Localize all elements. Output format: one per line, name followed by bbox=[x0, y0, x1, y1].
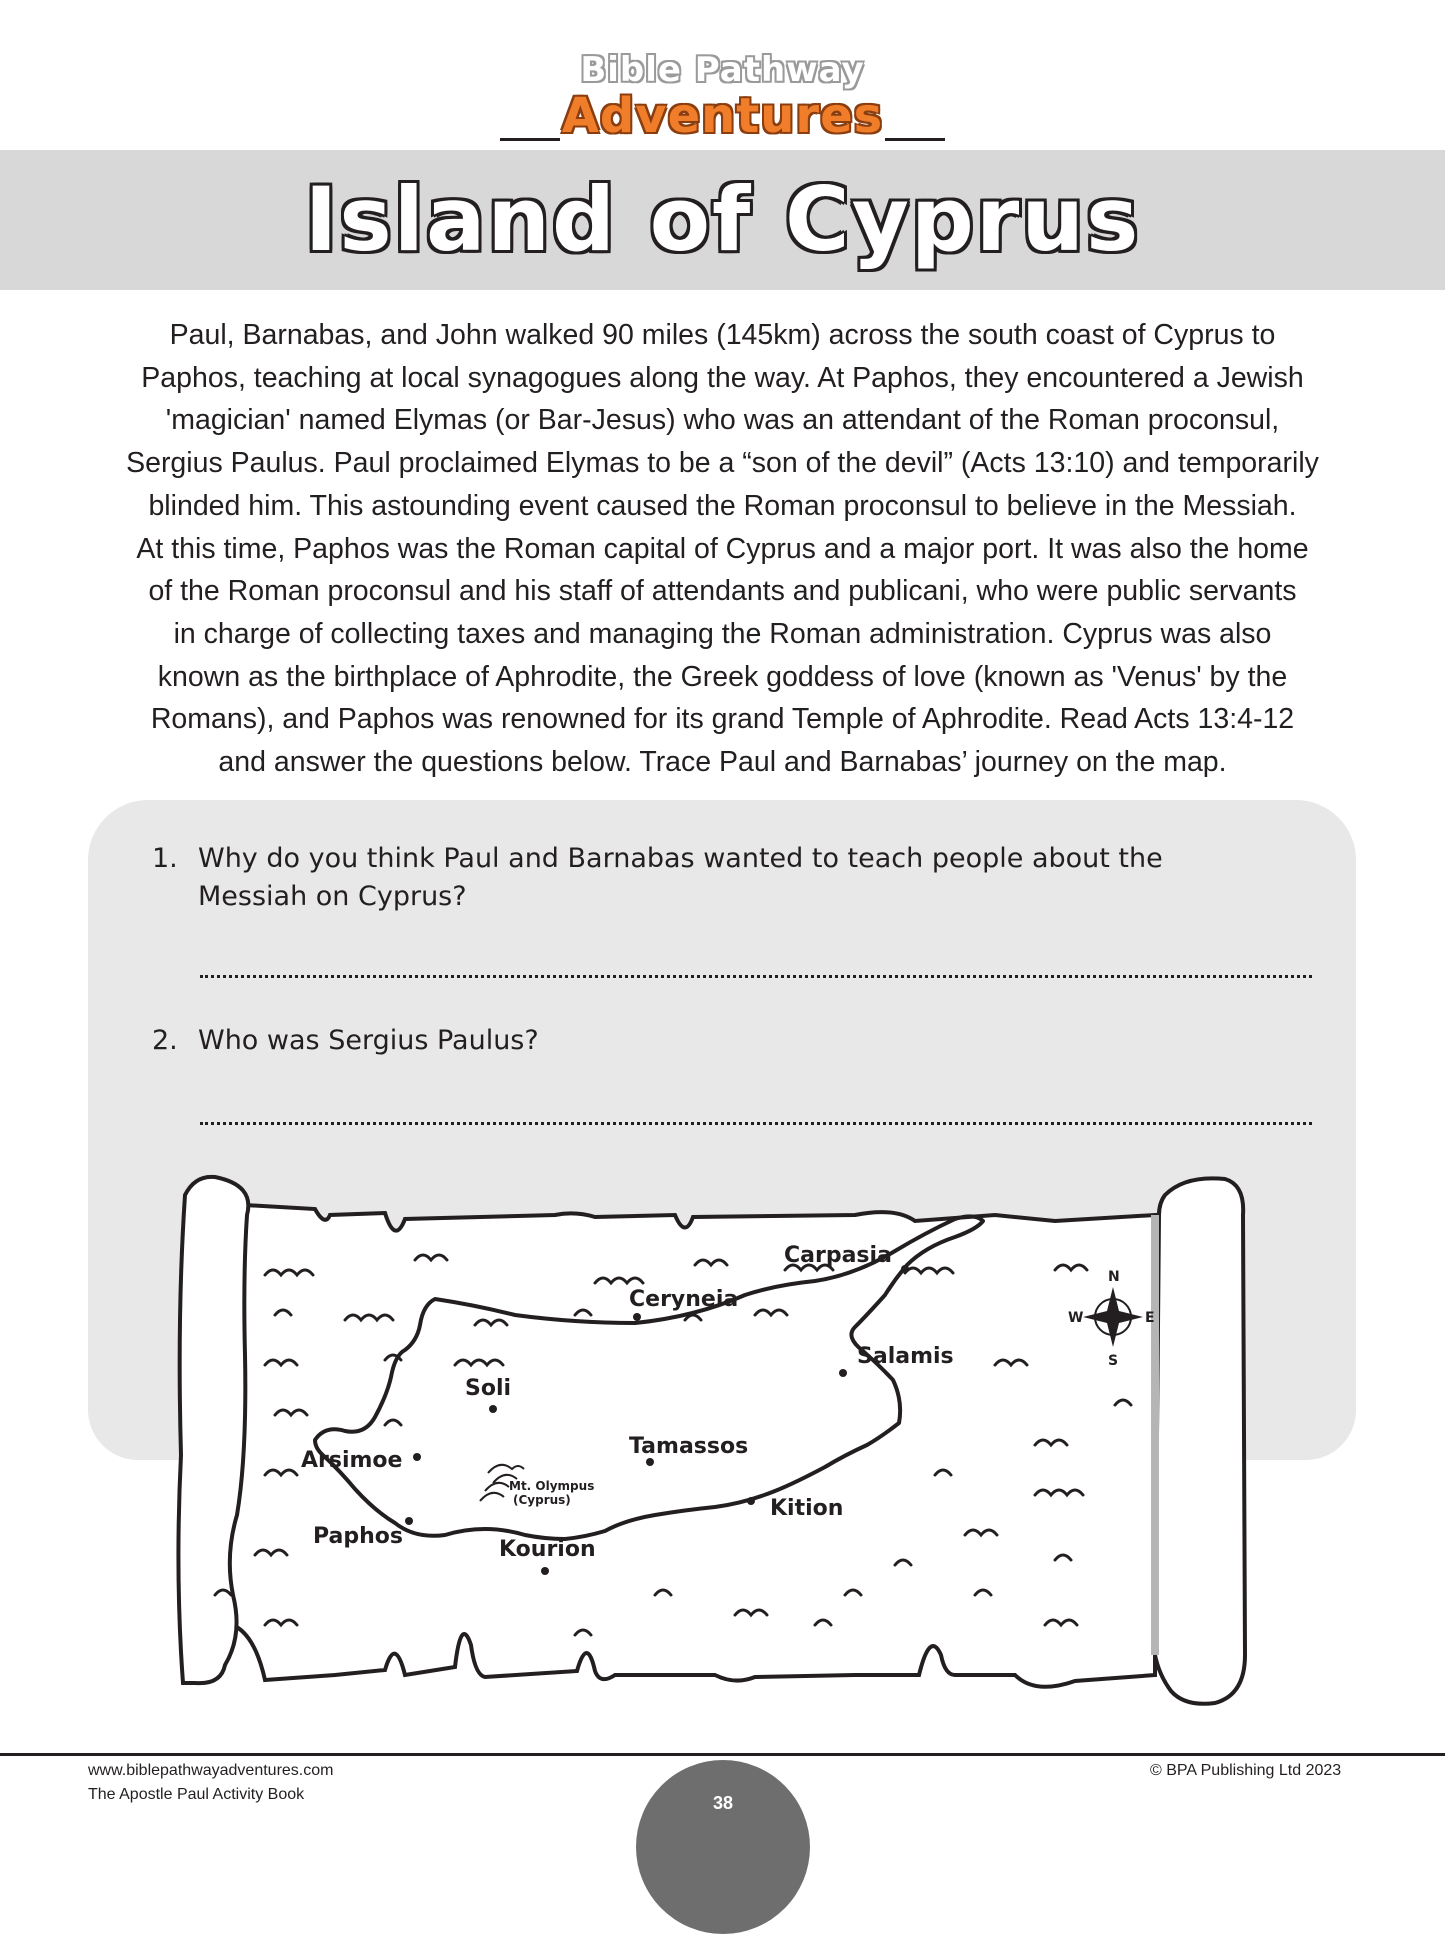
place-kourion: Kourion bbox=[499, 1537, 596, 1562]
question-text: Why do you think Paul and Barnabas wanted to teach people about the bbox=[198, 843, 1163, 874]
mountain-label-sub: (Cyprus) bbox=[513, 1493, 571, 1507]
logo-right-rule bbox=[885, 138, 945, 141]
intro-line: Paul, Barnabas, and John walked 90 miles (145km) across the south coast of Cyprus to bbox=[169, 319, 1276, 351]
place-tamassos: Tamassos bbox=[629, 1434, 749, 1459]
question-number: 2. bbox=[152, 1025, 178, 1056]
intro-line: At this time, Paphos was the Roman capital of Cyprus and a major port. It was also the home bbox=[136, 532, 1309, 565]
publisher-logo bbox=[0, 38, 1445, 148]
place-paphos: Paphos bbox=[313, 1524, 403, 1549]
place-ceryneia: Ceryneia bbox=[629, 1287, 739, 1312]
cyprus-map bbox=[155, 1155, 1295, 1715]
mountain-label: Mt. Olympus bbox=[509, 1479, 595, 1493]
page-number: 38 bbox=[712, 1793, 734, 1813]
answer-line-2[interactable] bbox=[200, 1122, 1312, 1125]
question-text: Messiah on Cyprus? bbox=[198, 881, 467, 912]
place-arsimoe: Arsimoe bbox=[301, 1448, 403, 1473]
answer-line-1[interactable] bbox=[200, 975, 1312, 978]
question-number: 1. bbox=[152, 843, 178, 874]
logo-left-rule bbox=[500, 138, 560, 141]
place-kition: Kition bbox=[770, 1496, 844, 1521]
title-band bbox=[0, 150, 1445, 290]
intro-line: Romans), and Paphos was renowned for its grand Temple of Aphrodite. Read Acts 13:4-12 bbox=[150, 703, 1295, 736]
compass-w: W bbox=[1068, 1310, 1084, 1326]
intro-line: 'magician' named Elymas (or Bar-Jesus) who was an attendant of the Roman proconsul, bbox=[165, 404, 1280, 437]
logo-top-text: Bible Pathway bbox=[580, 50, 865, 90]
page-title: Island of Cyprus bbox=[304, 168, 1141, 271]
logo-main-text: Adventures bbox=[561, 88, 884, 144]
footer-rule bbox=[0, 1753, 1445, 1756]
place-carpasia: Carpasia bbox=[784, 1243, 892, 1268]
footer-book-title: The Apostle Paul Activity Book bbox=[88, 1786, 305, 1803]
place-salamis: Salamis bbox=[857, 1344, 954, 1369]
question-text: Who was Sergius Paulus? bbox=[198, 1025, 539, 1056]
scroll-right-shadow bbox=[1151, 1215, 1159, 1655]
footer-copyright: © BPA Publishing Ltd 2023 bbox=[1150, 1762, 1342, 1779]
compass-e: E bbox=[1145, 1310, 1155, 1326]
intro-paragraph bbox=[80, 314, 1365, 784]
place-soli: Soli bbox=[465, 1376, 512, 1401]
intro-line: known as the birthplace of Aphrodite, the Greek goddess of love (known as 'Venus' by the bbox=[157, 660, 1288, 693]
intro-line: in charge of collecting taxes and managing the Roman administration. Cyprus was also bbox=[173, 617, 1272, 650]
intro-line: and answer the questions below. Trace Paul and Barnabas’ journey on the map. bbox=[218, 746, 1227, 779]
scroll-right-roll bbox=[1155, 1178, 1245, 1703]
page-number-badge bbox=[636, 1760, 810, 1934]
footer-website[interactable]: www.biblepathwayadventures.com bbox=[88, 1762, 334, 1779]
intro-line: Paphos, teaching at local synagogues along the way. At Paphos, they encountered a Jewish bbox=[141, 361, 1304, 394]
intro-line: blinded him. This astounding event caused the Roman proconsul to believe in the Messiah. bbox=[148, 489, 1297, 522]
compass-n: N bbox=[1108, 1269, 1120, 1285]
compass-s: S bbox=[1108, 1353, 1119, 1369]
intro-line: Sergius Paulus. Paul proclaimed Elymas to be a “son of the devil” (Acts 13:10) and temporarily bbox=[126, 447, 1319, 480]
intro-line: of the Roman proconsul and his staff of attendants and publicani, who were public servants bbox=[148, 575, 1297, 608]
